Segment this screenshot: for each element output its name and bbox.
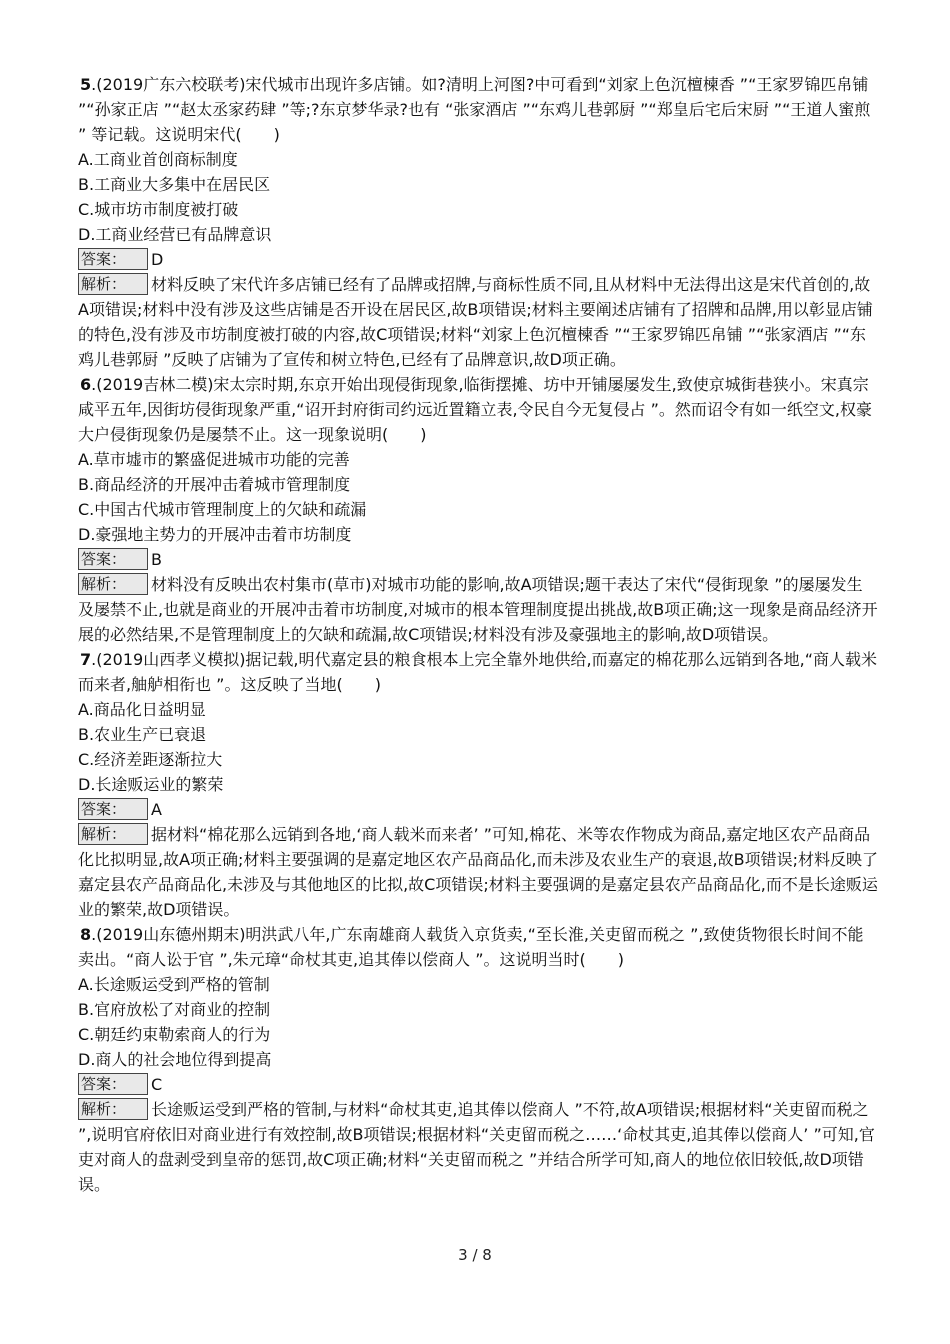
analysis-text: 据材料“棉花那么远销到各地,‘商人载米而来者’ ”可知,棉花、米等农作物成为商品,嘉定地区农产品商品化比拟明显,故A项正确;材料主要强调的是嘉定地区农产品商品化,而未涉及农业生产的衰退,故B项错误;材料反映了嘉定县农产品商品化,未涉及与其他地区的比拟,故C项错误;材料主要强调的是嘉定县农产品商品化,而不是长途贩运业的繁荣,故D项错误。 — [78, 825, 878, 919]
option-d: D.豪强地主势力的开展冲击着市坊制度 — [78, 525, 352, 544]
answer-label: 答案： — [78, 1073, 148, 1095]
analysis-text: 长途贩运受到严格的管制,与材料“命杖其吏,追其俸以偿商人 ”不符,故A项错误;根据材料“关吏留而税之 ”,说明官府依旧对商业进行有效控制,故B项错误;根据材料“关吏留而税之……‘命杖其吏,追其俸以偿商人’ ”可知,官吏对商人的盘剥受到皇帝的惩罚,故C项正确;材料“关吏留而税之 ”并结合所学可知,商人的地位依旧较低,故D项错误。 — [78, 1100, 875, 1194]
option-c: C.城市坊市制度被打破 — [78, 200, 239, 219]
question-7 — [78, 647, 878, 922]
option-a: A.工商业首创商标制度 — [78, 150, 238, 169]
question-number: 6 — [80, 375, 92, 394]
page-number: 3 / 8 — [458, 1246, 492, 1264]
analysis-text: 材料反映了宋代许多店铺已经有了品牌或招牌,与商标性质不同,且从材料中无法得出这是宋代首创的,故A项错误;材料中没有涉及这些店铺是否开设在居民区,故B项错误;材料主要阐述店铺有了招牌和品牌,用以彰显店铺的特色,没有涉及市坊制度被打破的内容,故C项错误;材料“刘家上色沉檀楝香 ”“王家罗锦匹帛铺 ”“张家酒店 ”“东鸡儿巷郭厨 ”反映了店铺为了宣传和树立特色,已经有了品牌意识,故D项正确。 — [78, 275, 873, 369]
answer-value: C — [151, 1075, 163, 1094]
answer-line — [78, 247, 878, 272]
answer-label: 答案： — [78, 248, 148, 270]
option-b: B.官府放松了对商业的控制 — [78, 1000, 271, 1019]
answer-value: B — [151, 550, 162, 569]
question-text: .(2019山西孝义模拟)据记载,明代嘉定县的粮食根本上完全靠外地供给,而嘉定的棉花那么远销到各地,“商人载米而来者,舳舻相衔也 ”。这反映了当地( ) — [78, 650, 877, 694]
question-text: .(2019山东德州期末)明洪武八年,广东南雄商人载货入京货卖,“至长淮,关吏留而税之 ”,致使货物很长时间不能卖出。“商人讼于官 ”,朱元璋“命杖其吏,追其俸以偿商人 ”。这说明当时( ) — [78, 925, 864, 969]
option-b: B.工商业大多集中在居民区 — [78, 175, 271, 194]
option-b: B.商品经济的开展冲击着城市管理制度 — [78, 475, 351, 494]
option-c: C.朝廷约束勒索商人的行为 — [78, 1025, 271, 1044]
analysis-line — [78, 572, 878, 647]
analysis-label: 解析： — [78, 273, 148, 295]
analysis-line — [78, 1097, 878, 1197]
option-d: D.长途贩运业的繁荣 — [78, 775, 224, 794]
option-d: D.工商业经营已有品牌意识 — [78, 225, 272, 244]
answer-line — [78, 797, 878, 822]
analysis-label: 解析： — [78, 573, 148, 595]
question-text: .(2019广东六校联考)宋代城市出现许多店铺。如?清明上河图?中可看到“刘家上色沉檀楝香 ”“王家罗锦匹帛铺 ”“孙家正店 ”“赵太丞家药肆 ”等;?东京梦华录?也有 “张家酒店 ”“东鸡儿巷郭厨 ”“郑皇后宅后宋厨 ”“王道人蜜煎 ” 等记载。这说明宋代( ) — [78, 75, 871, 144]
analysis-line — [78, 272, 878, 372]
answer-label: 答案： — [78, 798, 148, 820]
question-text: .(2019吉林二模)宋太宗时期,东京开始出现侵街现象,临街摆摊、坊中开铺屡屡发生,致使京城街巷狭小。宋真宗咸平五年,因街坊侵街现象严重,“诏开封府街司约远近置籍立表,令民自今无复侵占 ”。然而诏令有如一纸空文,权豪大户侵街现象仍是屡禁不止。这一现象说明( ) — [78, 375, 873, 444]
analysis-label: 解析： — [78, 823, 148, 845]
option-c: C.经济差距逐渐拉大 — [78, 750, 223, 769]
option-d: D.商人的社会地位得到提高 — [78, 1050, 272, 1069]
answer-value: A — [151, 800, 162, 819]
question-stem — [78, 72, 878, 147]
page-content — [78, 72, 878, 1197]
question-number: 8 — [80, 925, 92, 944]
question-5 — [78, 72, 878, 372]
option-a: A.长途贩运受到严格的管制 — [78, 975, 270, 994]
question-6 — [78, 372, 878, 647]
question-number: 5 — [80, 75, 92, 94]
option-a: A.商品化日益明显 — [78, 700, 206, 719]
question-stem — [78, 647, 878, 697]
analysis-line — [78, 822, 878, 922]
option-b: B.农业生产已衰退 — [78, 725, 207, 744]
question-stem — [78, 372, 878, 447]
question-stem — [78, 922, 878, 972]
option-c: C.中国古代城市管理制度上的欠缺和疏漏 — [78, 500, 367, 519]
analysis-text: 材料没有反映出农村集市(草市)对城市功能的影响,故A项错误;题干表达了宋代“侵街现象 ”的屡屡发生及屡禁不止,也就是商业的开展冲击着市坊制度,对城市的根本管理制度提出挑战,故B项正确;这一现象是商品经济开展的必然结果,不是管理制度上的欠缺和疏漏,故C项错误;材料没有涉及豪强地主的影响,故D项错误。 — [78, 575, 878, 644]
answer-line — [78, 547, 878, 572]
question-number: 7 — [80, 650, 92, 669]
answer-label: 答案： — [78, 548, 148, 570]
answer-line — [78, 1072, 878, 1097]
answer-value: D — [151, 250, 164, 269]
option-a: A.草市墟市的繁盛促进城市功能的完善 — [78, 450, 350, 469]
analysis-label: 解析： — [78, 1098, 148, 1120]
question-8 — [78, 922, 878, 1197]
